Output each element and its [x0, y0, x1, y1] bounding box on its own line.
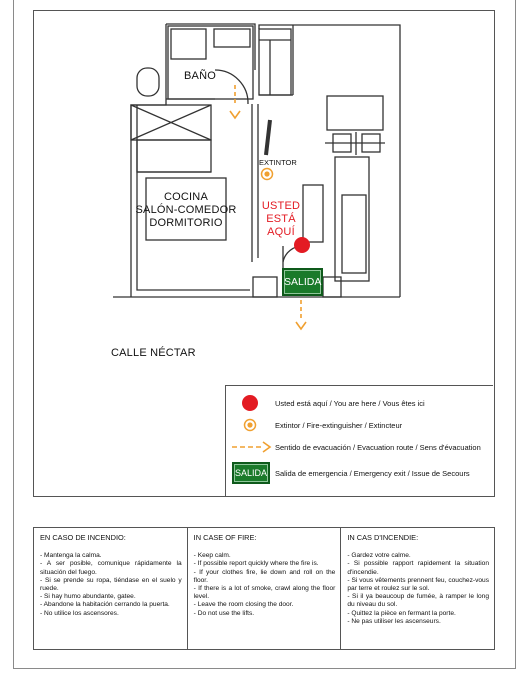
you-are-here-line-2: ESTÁ: [266, 213, 296, 225]
fire-item: - Mantenga la calma.: [40, 552, 102, 560]
fire-item: - Leave the room closing the door.: [193, 601, 294, 609]
fire-item: - If there is a lot of smoke, crawl along the floor level.: [193, 585, 336, 601]
fire-item: - Si il ya beaucoup de fumée, à ramper le long du niveau du sol.: [347, 593, 490, 609]
you-are-here-label: [256, 200, 306, 239]
fire-instructions-table: [33, 527, 495, 650]
fire-title-fr: IN CAS D'INCENDIE:: [347, 533, 419, 542]
legend-row-you-are-here: [226, 394, 493, 414]
exit-sign: SALIDA: [282, 268, 323, 296]
fire-title-es: EN CASO DE INCENDIO:: [40, 533, 126, 542]
fire-item: - Gardez votre calme.: [347, 552, 411, 560]
fire-item: - If possible report quickly where the fire is.: [193, 560, 319, 568]
extinguisher-label: EXTINTOR: [259, 158, 297, 167]
fire-item: - Ne pas utiliser les ascenseurs.: [347, 617, 441, 625]
toilet: [137, 68, 159, 96]
exit-sign-icon: SALIDA: [232, 462, 270, 484]
fire-instructions-en: [188, 528, 342, 649]
you-are-here-line-3: AQUÍ: [267, 226, 295, 238]
legend-row-evacuation: [226, 438, 493, 458]
fire-item: - Si possible rapport rapidement la situation d'incendie.: [347, 560, 490, 576]
fire-item: - A ser posible, comunique rápidamente la situación del fuego.: [40, 560, 182, 576]
legend: [225, 385, 493, 497]
red-dot-icon: [236, 394, 266, 414]
room-label-bedroom: DORMITORIO: [149, 217, 223, 229]
legend-row-extinguisher: [226, 416, 493, 436]
kitchen-counter: [137, 140, 211, 172]
entrance-pillar-right: [323, 277, 341, 297]
legend-text-extinguisher: Extintor / Fire-extinguisher / Extincteur: [275, 421, 403, 430]
bath-sink-counter: [171, 29, 206, 59]
wall-left-outer: [131, 24, 166, 297]
you-are-here-line-1: USTED: [261, 200, 301, 212]
you-are-here-marker: [294, 237, 310, 253]
fire-item: - Abandone la habitación cerrando la puerta.: [40, 601, 170, 609]
sofa: [335, 157, 369, 281]
door-leaf: [266, 120, 270, 155]
fire-item: - Quittez la pièce en fermant la porte.: [347, 609, 456, 617]
fire-item: - Si hay humo abundante, gatee.: [40, 593, 136, 601]
legend-text-evacuation: Sentido de evacuación / Evacuation route / Sens d'évacuation: [275, 443, 481, 452]
fire-item: - Si vous vêtements prennent feu, couchez-vous par terre et roulez sur le sol.: [347, 576, 490, 593]
entrance-pillar-left: [253, 277, 277, 297]
fire-item: - Do not use the lifts.: [193, 609, 255, 617]
fire-instructions-es: [34, 528, 188, 649]
room-label-bathroom: BAÑO: [184, 70, 216, 82]
fire-item: - Keep calm.: [193, 552, 231, 560]
fire-item: - No utilice los ascensores.: [40, 609, 119, 617]
dining-table-top: [327, 96, 383, 130]
fire-item: - If your clothes fire, lie down and roll on the floor.: [193, 568, 336, 584]
sofa-seat: [342, 195, 366, 273]
room-label-main: [128, 191, 244, 230]
fire-instructions-fr: [341, 528, 494, 649]
bathroom-room: [168, 26, 253, 99]
legend-text-you-are-here: Usted está aquí / You are here / Vous êtes ici: [275, 399, 425, 408]
bath-sink: [214, 29, 250, 47]
extinguisher-marker: [262, 169, 273, 180]
legend-text-exit: Salida de emergencia / Emergency exit / Issue de Secours: [275, 469, 470, 478]
fire-item: - Si se prende su ropa, tiéndase en el suelo y ruede.: [40, 576, 182, 593]
room-label-kitchen: COCINA: [164, 191, 208, 203]
legend-row-exit: [226, 462, 493, 488]
side-table: [303, 185, 323, 242]
orange-arrow-icon: [230, 438, 274, 458]
column-block: [259, 29, 291, 95]
room-label-living: SALÓN-COMEDOR: [135, 204, 237, 216]
street-label: CALLE NÉCTAR: [111, 347, 196, 359]
fire-title-en: IN CASE OF FIRE:: [193, 533, 257, 542]
extinguisher-dot-icon: [236, 416, 266, 436]
